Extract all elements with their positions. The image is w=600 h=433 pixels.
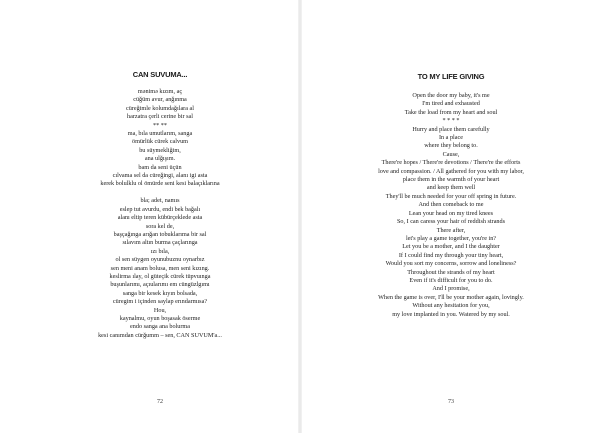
poem-line: So, I can caress your hair of reddish strands	[396, 218, 506, 226]
poem-line: They'll be much needed for your off spring in future.	[385, 192, 517, 200]
poem-line: Hurry and place them carefully	[412, 125, 490, 133]
poem-line: mənimə kızım, aç	[137, 88, 183, 95]
poem-line: where they belong to.	[424, 142, 478, 150]
left-page	[0, 0, 298, 433]
poem-line: ol sen süygen oyunubuznu oynarbız	[115, 256, 205, 264]
poem-line: love and compassion. / All gathered for you with my labor,	[378, 167, 524, 175]
poem-line: Cause,	[442, 150, 460, 158]
poem-line: ana ulğışım.	[144, 155, 176, 163]
poem-line: Lean your head on my tired knees	[408, 209, 494, 217]
poem-line: cüregim i içinden saylap erındarmısa?	[112, 298, 208, 306]
poem-line: sılavım altın burma çaçlarınga	[122, 239, 198, 247]
poem-line: I'm tired and exhausted	[422, 100, 480, 108]
poem-line: ömürlük cürek calvum	[131, 138, 188, 146]
poem-line: cılvama sel da cüreğingi, alanı igi asta	[112, 172, 208, 180]
poem-line: And then comeback to me	[418, 201, 484, 209]
poem-line: harzatra çerli cerine bir sal	[127, 113, 193, 121]
poem-line: and keep them well	[426, 184, 476, 192]
poem-line	[22, 189, 298, 197]
poem-line: place them in the warmth of your heart	[402, 176, 500, 184]
poem-line: In a place	[438, 134, 464, 142]
poem-line: When the game is over, I'll be your mother again, lovingly.	[378, 293, 524, 301]
poem-line: my love implanted in you. Watered by my soul.	[392, 310, 510, 318]
poem-line: And I promise,	[432, 285, 470, 293]
poem-line: Open the door my baby, it's me	[412, 92, 490, 99]
poem-title: CAN SUVUMA...	[132, 70, 188, 79]
poem-line: Without any hesitation for you,	[412, 302, 490, 310]
poem-line: bu süymekliğim,	[139, 146, 181, 154]
poem-line: başçağınga arığan tobuklarıma bir sal	[113, 230, 207, 238]
poem-line: let's play a game together, you're in?	[405, 234, 497, 242]
poem-line: sen meni anam bolusa, men seni kızıng.	[110, 264, 210, 272]
poem-title: TO MY LIFE GIVING	[417, 72, 485, 81]
poem-line: ** **	[153, 121, 167, 129]
poem-line: kaynalmu, oyun boşasak öserme	[119, 314, 201, 322]
poem-body	[22, 88, 298, 340]
poem-line: keslirma ılay, ol güteçik cürek tüpvuınga	[109, 272, 211, 280]
poem-line: Throughout the strands of my heart	[407, 268, 495, 276]
poem-line: endo sanga ana bolurma	[130, 323, 190, 331]
poem-line: If I could find my through your tiny heart,	[398, 251, 504, 259]
poem-line: kesi canımdan cürğumm – sen, CAN SUVUM'a...	[98, 331, 222, 339]
right-page	[302, 0, 600, 433]
poem-line: ma, bıla umutlarım, sanga	[127, 130, 193, 138]
poem-line: ızı bıla,	[150, 247, 170, 255]
poem-body	[302, 92, 600, 319]
poem-line: bam da seni üçün	[138, 163, 182, 171]
poem-line: There after,	[436, 226, 466, 234]
poem-line: Hou,	[153, 306, 167, 314]
poem-line: There're hopes / There're devotions / There're the efforts	[381, 159, 521, 167]
poem-line: alanı eltip teren kübürçeklede asta	[117, 214, 203, 222]
poem-line: cüreğimle kolumdağılara al	[125, 104, 195, 112]
poem-line: kerek bolulklu ol ömürde seni kesi balaçıklarına	[100, 180, 220, 188]
poem-line: Would you sort my concerns, sorrow and loneliness?	[385, 260, 517, 268]
poem-line: * * * *	[442, 117, 460, 125]
poem-line: Take the load from my heart and soul	[404, 108, 498, 116]
poem-line: cüğüm avur, anğınma	[133, 96, 187, 104]
poem-line: eslep tut avurdu, endi bek bağalı	[119, 205, 201, 213]
poem-line: Even if it's difficult for you to do.	[409, 276, 493, 284]
poem-line: sanga bir kesek kıyın bolsada,	[122, 289, 198, 297]
poem-line: sora kel de,	[145, 222, 175, 230]
page-number: 73	[448, 399, 454, 405]
page-number: 72	[157, 399, 163, 405]
poem-line: Let you be a mother, and I the daughter	[402, 243, 500, 251]
poem-line: buşunlarımı, açıularımı em cüngüzlgımı	[110, 281, 210, 289]
poem-line: bla; adet, namıs	[140, 197, 180, 205]
